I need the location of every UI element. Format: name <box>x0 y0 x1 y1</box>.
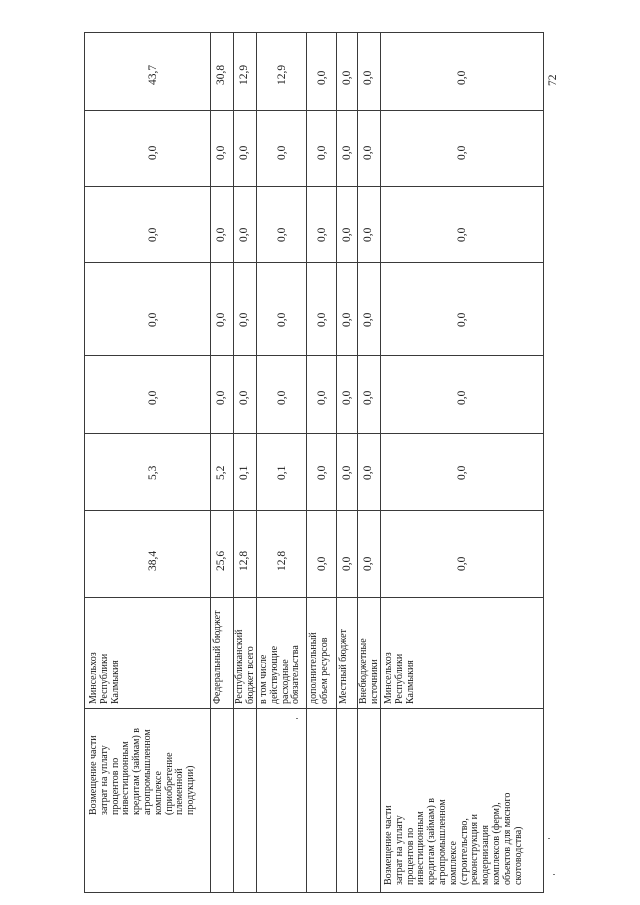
grid-line <box>357 32 358 892</box>
row-value: 0,0 <box>215 227 227 242</box>
grid-line <box>84 355 543 356</box>
table-top-border <box>84 32 544 33</box>
row-value: 0,0 <box>238 390 250 405</box>
row-value: 0,0 <box>341 227 353 242</box>
grid-line <box>306 32 307 892</box>
row-value: 0,0 <box>316 227 328 242</box>
grid-line <box>84 433 543 434</box>
row-value: 0,0 <box>238 145 250 160</box>
total-value: 0,0 <box>147 312 159 327</box>
row-value: 0,0 <box>341 145 353 160</box>
grid-line <box>84 186 543 187</box>
row-value: 0,0 <box>316 145 328 160</box>
row-value: 0,0 <box>362 227 374 242</box>
funding-source-label: дополнительный объем ресурсов <box>308 632 330 704</box>
row-value: 0,0 <box>238 227 250 242</box>
funding-source-label: Федеральный бюджет <box>212 610 223 704</box>
scan-speck <box>548 838 550 839</box>
row-value: 0,0 <box>341 312 353 327</box>
total-value: 0,0 <box>456 312 468 327</box>
executor-cell: Минсельхоз Республики Калмыкия <box>88 652 121 704</box>
row-value: 0,0 <box>316 556 328 571</box>
grid-line <box>336 32 337 892</box>
grid-line <box>380 32 381 892</box>
row-value: 0,0 <box>316 312 328 327</box>
measure-name-cell: Возмещение части затрат на уплату процентов по инвестиционным кредитам (займам) в агропромышленном комплексе (строительство, реконструкция и модернизация комплексов (ферм), объектов для мясного скотоводства) <box>383 792 524 885</box>
total-value: 0,0 <box>456 390 468 405</box>
funding-source-label: Местный бюджет <box>338 629 349 704</box>
grid-line <box>84 708 543 709</box>
total-value: 0,0 <box>456 227 468 242</box>
grid-line <box>84 597 543 598</box>
grid-line <box>84 510 543 511</box>
total-value: 0,0 <box>456 70 468 85</box>
total-value: 0,0 <box>456 556 468 571</box>
total-value: 38,4 <box>147 550 159 571</box>
page-number: 72 <box>547 74 559 86</box>
row-value: 0,0 <box>341 390 353 405</box>
total-value: 5,3 <box>147 465 159 480</box>
row-value: 12,9 <box>276 64 288 85</box>
row-value: 0,0 <box>276 390 288 405</box>
total-value: 0,0 <box>147 145 159 160</box>
row-value: 12,9 <box>238 64 250 85</box>
row-value: 12,8 <box>238 550 250 571</box>
row-value: 0,0 <box>316 465 328 480</box>
row-value: 0,0 <box>238 312 250 327</box>
total-value: 0,0 <box>147 227 159 242</box>
funding-source-label: в том числе действующие расходные обязательства <box>258 645 302 704</box>
row-value: 0,0 <box>316 390 328 405</box>
row-value: 0,0 <box>316 70 328 85</box>
table-bottom-border <box>84 892 544 893</box>
row-value: 0,0 <box>362 312 374 327</box>
total-value: 0,0 <box>456 145 468 160</box>
measure-name-cell: Возмещение части затрат на уплату процентов по инвестиционным кредитам (займам) в агропромышленном комплексе (приобретение племенной продукции) <box>88 727 197 815</box>
row-value: 0,0 <box>341 70 353 85</box>
row-value: 0,0 <box>276 227 288 242</box>
row-value: 0,0 <box>362 70 374 85</box>
row-value: 0,0 <box>362 465 374 480</box>
row-value: 0,0 <box>341 556 353 571</box>
row-value: 0,0 <box>276 145 288 160</box>
row-value: 0,0 <box>215 312 227 327</box>
row-value: 0,0 <box>362 390 374 405</box>
total-value: 0,0 <box>147 390 159 405</box>
row-value: 0,0 <box>276 312 288 327</box>
grid-line <box>84 32 85 892</box>
row-value: 0,0 <box>341 465 353 480</box>
executor-cell: Минсельхоз Республики Калмыкия <box>383 652 416 704</box>
grid-line <box>256 32 257 892</box>
grid-line <box>210 32 211 892</box>
row-value: 30,8 <box>215 64 227 85</box>
total-value: 43,7 <box>147 64 159 85</box>
row-value: 0,0 <box>362 145 374 160</box>
row-value: 0,0 <box>215 390 227 405</box>
grid-line <box>233 32 234 892</box>
table-right-border <box>543 32 544 892</box>
row-value: 0,0 <box>362 556 374 571</box>
row-value: 12,8 <box>276 550 288 571</box>
row-value: 0,1 <box>276 465 288 480</box>
funding-source-label: Республиканский бюджет всего <box>234 629 256 704</box>
row-value: 0,0 <box>215 145 227 160</box>
grid-line <box>84 262 543 263</box>
funding-source-label: Внебюджетные источники <box>358 638 380 704</box>
row-value: 0,1 <box>238 465 250 480</box>
grid-line <box>84 110 543 111</box>
row-value: 25,6 <box>215 550 227 571</box>
scan-speck <box>553 874 555 875</box>
row-value: 5,2 <box>215 465 227 480</box>
scan-speck <box>296 718 298 719</box>
total-value: 0,0 <box>456 465 468 480</box>
